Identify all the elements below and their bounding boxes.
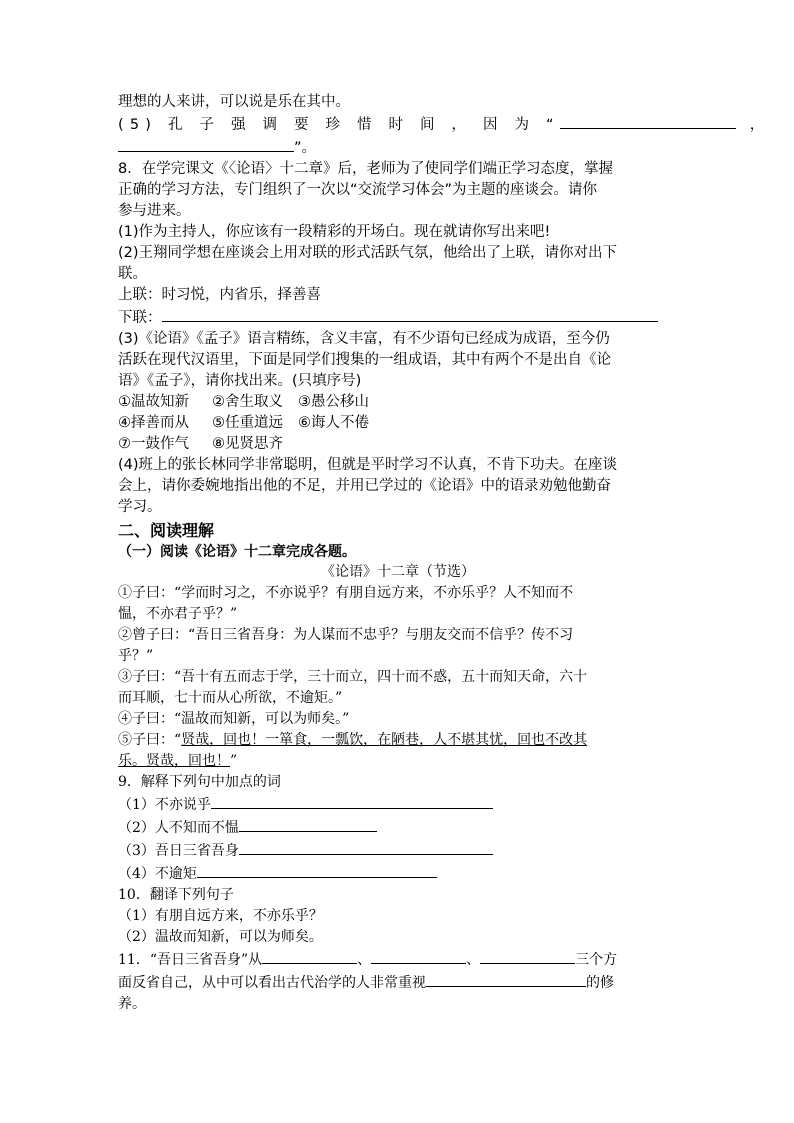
passage-line bbox=[118, 730, 678, 751]
idiom-options-row bbox=[118, 434, 678, 455]
q8-part-4: 会上，请你委婉地指出他的不足，并用已学过的《论语》中的语录劝勉他勤奋 bbox=[118, 478, 611, 494]
idiom-option: ④择善而从 bbox=[118, 415, 189, 431]
q8-part-3: (3)《论语》《孟子》语言精练，含义丰富，有不少语句已经成为成语，至今仍 bbox=[118, 331, 610, 347]
q11-text: 三个方 bbox=[575, 952, 618, 968]
q5-comma: ， bbox=[749, 117, 765, 133]
idiom-options-row bbox=[118, 413, 678, 434]
idiom-option: ③愚公移山 bbox=[298, 394, 369, 410]
shanglian: 上联：时习悦，内省乐，择善喜 bbox=[118, 287, 321, 303]
idiom-option: ⑤任重道远 bbox=[212, 415, 283, 431]
q10-title: 10．翻译下列句子 bbox=[118, 887, 234, 903]
idiom-option: ⑦一鼓作气 bbox=[118, 436, 189, 452]
text-line: 理想的人来讲，可以说是乐在其中。 bbox=[118, 94, 350, 110]
q8-part-4: 学习。 bbox=[118, 499, 162, 515]
q8-part-1: (1)作为主持人，你应该有一段精彩的开场白。现在就请你写出来吧! bbox=[118, 224, 551, 240]
q11-line bbox=[118, 971, 678, 994]
q8-intro-line: 参与进来。 bbox=[118, 203, 191, 219]
q9-item bbox=[118, 839, 678, 862]
passage-line: 而耳顺，七十而从心所欲，不逾矩。” bbox=[118, 690, 343, 706]
xialian-line bbox=[118, 306, 678, 329]
q8-part-3: 活跃在现代汉语里，下面是同学们搜集的一组成语，其中有两个不是出自《论 bbox=[118, 352, 611, 368]
q11-answer-blank[interactable] bbox=[371, 948, 466, 964]
q11-text: 11．“吾日三省吾身”从 bbox=[118, 952, 263, 968]
subsection-heading: （一）阅读《论语》十二章完成各题。 bbox=[118, 544, 356, 560]
passage-title: 《论语》十二章（节选） bbox=[321, 564, 475, 580]
xialian-answer-blank[interactable] bbox=[162, 306, 658, 322]
q5-answer-blank-2[interactable] bbox=[118, 136, 294, 152]
idiom-option: ①温故知新 bbox=[118, 394, 189, 410]
passage-prefix: ⑤子曰：“ bbox=[118, 732, 182, 748]
q5-end: ”。 bbox=[294, 140, 317, 156]
q11-line: 养。 bbox=[118, 996, 146, 1012]
q9-answer-blank[interactable] bbox=[197, 862, 437, 878]
q8-part-2: 联。 bbox=[118, 266, 147, 282]
q9-item-text: （1）不亦说乎 bbox=[118, 797, 211, 813]
q8-part-3: 语》《孟子》，请你找出来。(只填序号) bbox=[118, 373, 362, 389]
q11-answer-blank[interactable] bbox=[426, 971, 586, 987]
passage-end: ” bbox=[230, 753, 238, 769]
q5-second-line bbox=[118, 136, 678, 159]
underlined-passage: 乐。贤哉，回也！ bbox=[118, 753, 230, 769]
q9-item bbox=[118, 816, 678, 839]
q9-answer-blank[interactable] bbox=[239, 839, 493, 855]
q9-item-text: （2）人不知而不愠 bbox=[118, 820, 239, 836]
q11-text: 的修 bbox=[586, 975, 614, 991]
q11-answer-blank[interactable] bbox=[262, 948, 357, 964]
q10-item: （2）温故而知新，可以为师矣。 bbox=[118, 929, 323, 945]
q8-part-4: (4)班上的张长林同学非常聪明，但就是平时学习不认真，不肯下功夫。在座谈 bbox=[118, 457, 618, 473]
passage-line: ②曾子曰：“吾日三省吾身：为人谋而不忠乎？与朋友交而不信乎？传不习 bbox=[118, 627, 574, 643]
q9-item-text: （4）不逾矩 bbox=[118, 866, 197, 882]
q9-item-text: （3）吾日三省吾身 bbox=[118, 843, 239, 859]
xialian-label: 下联： bbox=[118, 310, 162, 326]
q9-item bbox=[118, 793, 678, 816]
idiom-option: ②舍生取义 bbox=[212, 394, 283, 410]
q11-sep: 、 bbox=[357, 952, 372, 968]
underlined-passage: 贤哉，回也！一箪食，一瓢饮，在陋巷，人不堪其忧，回也不改其 bbox=[181, 732, 588, 748]
q11-text: 面反省自己，从中可以看出古代治学的人非常重视 bbox=[118, 975, 426, 991]
passage-line: ③子曰：“吾十有五而志于学，三十而立，四十而不惑，五十而知天命，六十 bbox=[118, 669, 588, 685]
q9-answer-blank[interactable] bbox=[211, 793, 493, 809]
q9-title: 9．解释下列句中加点的词 bbox=[118, 774, 281, 790]
idiom-option: ⑧见贤思齐 bbox=[212, 436, 283, 452]
passage bbox=[118, 583, 678, 1015]
idiom-option: ⑥诲人不倦 bbox=[298, 415, 369, 431]
q9-answer-blank[interactable] bbox=[239, 816, 377, 832]
q5-answer-blank[interactable] bbox=[560, 113, 736, 129]
q8-intro-line: 正确的学习方法，专门组织了一次以“交流学习体会”为主题的座谈会。请你 bbox=[118, 182, 598, 198]
q5-text: (5) 孔 子 强 调 要 珍 惜 时 间 ， 因 为 “ bbox=[118, 117, 560, 133]
q11-answer-blank[interactable] bbox=[480, 948, 575, 964]
q11-sep: 、 bbox=[466, 952, 481, 968]
passage-line: 乎？” bbox=[118, 648, 154, 664]
q8-part-2: (2)王翔同学想在座谈会上用对联的形式活跃气氛，他给出了上联，请你对出下 bbox=[118, 245, 618, 261]
q11-line bbox=[118, 948, 678, 971]
section-heading: 二、阅读理解 bbox=[118, 521, 215, 540]
passage-line: ④子曰：“温故而知新，可以为师矣。” bbox=[118, 711, 350, 727]
q9-item bbox=[118, 862, 678, 885]
q8-intro-line: 8．在学完课文《〈论语〉十二章》后，老师为了使同学们端正学习态度，掌握 bbox=[118, 161, 613, 177]
idiom-options-row bbox=[118, 392, 678, 413]
passage-line: 愠，不亦君子乎？” bbox=[118, 606, 238, 622]
document-page bbox=[118, 92, 765, 1015]
q10-item: （1）有朋自远方来，不亦乐乎？ bbox=[118, 908, 323, 924]
passage-line: ①子曰：“学而时习之，不亦说乎？有朋自远方来，不亦乐乎？人不知而不 bbox=[118, 585, 574, 601]
passage-line bbox=[118, 751, 678, 772]
question-5-line bbox=[118, 113, 765, 136]
